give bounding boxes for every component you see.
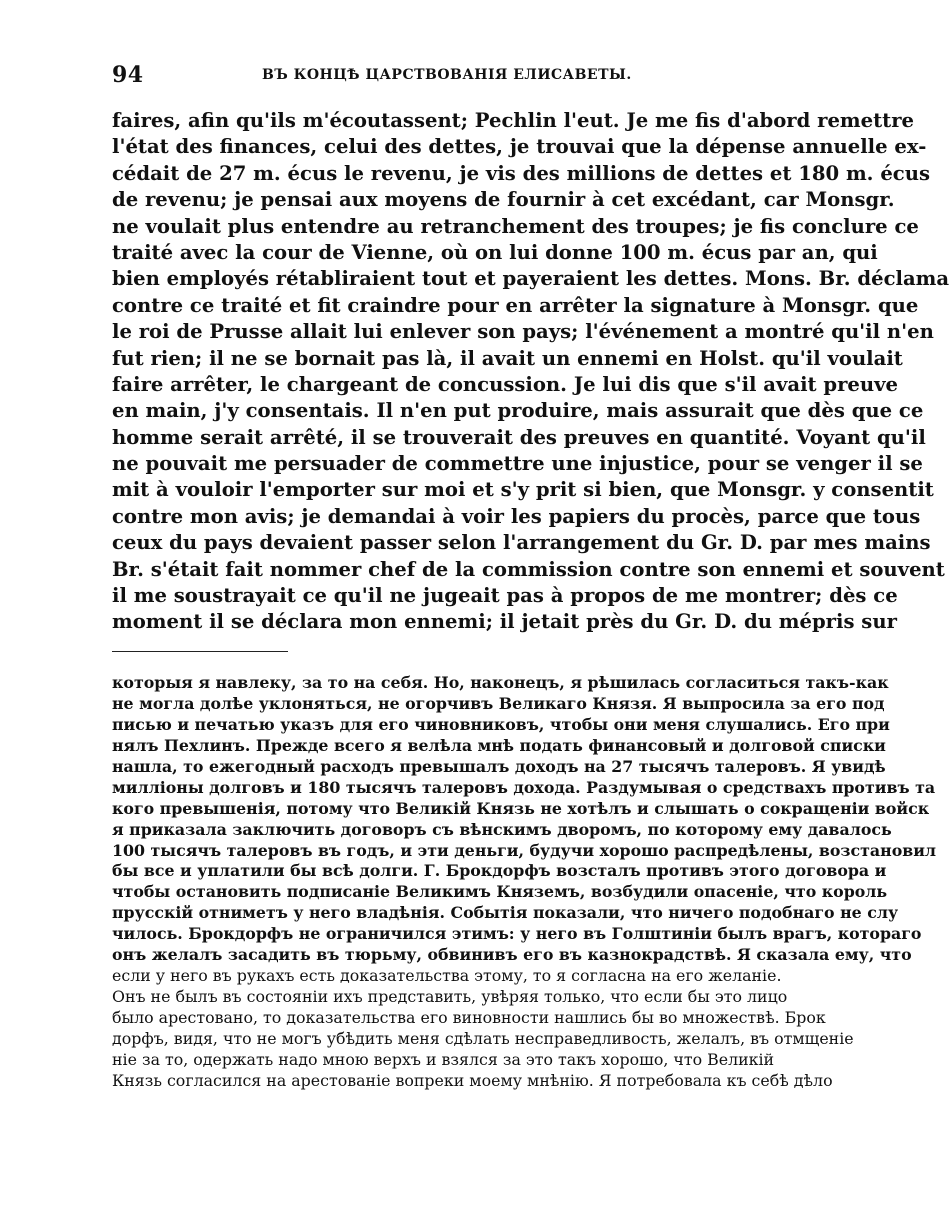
footnote-line: если у него въ рукахъ есть доказательства этому, то я согласна на его желаніе. (112, 966, 782, 986)
text-line: cédait de 27 m. écus le revenu, je vis des millions de dettes et 180 m. écus (112, 161, 930, 185)
footnote-line: милліоны долговъ и 180 тысячъ талеровъ дохода. Раздумывая о средствахъ противъ та (112, 777, 936, 797)
text-line: il me soustrayait ce qu'il ne jugeait pas à propos de me montrer; dès ce (112, 584, 898, 608)
text-line: mit à vouloir l'emporter sur moi et s'y prit si bien, que Monsgr. y consentit (112, 478, 934, 502)
footnote-line: кого превышенія, потому что Великій Князь не хотѣлъ и слышать о сокращеніи войск (112, 798, 930, 818)
footnote-line: чтобы остановить подписаніе Великимъ Княземъ, возбудили опасеніе, что король (112, 882, 888, 902)
text-line: en main, j'y consentais. Il n'en put produire, mais assurait que dès que ce (112, 399, 924, 423)
text-line: contre ce traité et fit craindre pour en arrêter la signature à Monsgr. que (112, 293, 919, 317)
text-line: Br. s'était fait nommer chef de la commission contre son ennemi et souvent (112, 557, 945, 581)
text-line: ne voulait plus entendre au retranchement des troupes; je fis conclure ce (112, 214, 919, 238)
page-header (112, 62, 728, 92)
footnote-line: чилось. Брокдорфъ не ограничился этимъ: у него въ Голштиніи былъ врагъ, котораго (112, 924, 922, 944)
footnote-line: нялъ Пехлинъ. Прежде всего я велѣла мнѣ подать финансовый и долговой списки (112, 735, 886, 755)
page-number: 94 (112, 62, 144, 88)
text-line: ceux du pays devaient passer selon l'arrangement du Gr. D. par mes mains (112, 531, 931, 555)
text-line: faires, afin qu'ils m'écoutassent; Pechlin l'eut. Je me fis d'abord remettre (112, 109, 915, 132)
footnote-line: Онъ не былъ въ состояніи ихъ представить, увѣряя только, что если бы это лицо (112, 987, 788, 1007)
text-line: faire arrêter, le chargeant de concussion. Je lui dis que s'il avait preuve (112, 372, 898, 396)
text-line: l'état des finances, celui des dettes, je trouvai que la dépense annuelle ex- (112, 135, 927, 159)
text-line: bien employés rétabliraient tout et payeraient les dettes. Mons. Br. déclama (112, 267, 949, 291)
footnote-divider (112, 651, 288, 652)
text-line: contre mon avis; je demandai à voir les papiers du procès, parce que tous (112, 504, 921, 528)
footnote-line: писью и печатью указъ для его чиновниковъ, чтобы они меня слушались. Его при (112, 714, 890, 734)
main-text-french (112, 108, 949, 636)
text-line: moment il se déclara mon ennemi; il jetait près du Gr. D. du mépris sur (112, 610, 897, 634)
footnote-line: я приказала заключить договоръ съ вѣнскимъ дворомъ, по которому ему давалось (112, 819, 892, 839)
footnote-line: было арестовано, то доказательства его виновности нашлись бы во множествѣ. Брок (112, 1008, 826, 1027)
text-line: de revenu; je pensai aux moyens de fournir à cet excédant, car Monsgr. (112, 188, 895, 212)
footnote-line: нашла, то ежегодный расходъ превышалъ доходъ на 27 тысячъ талеровъ. Я увидѣ (112, 756, 886, 776)
text-line: traité avec la cour de Vienne, où on lui donne 100 m. écus par an, qui (112, 240, 878, 264)
footnote-line: которыя я навлеку, за то на себя. Но, наконецъ, я рѣшилась согласиться такъ-как (112, 673, 889, 692)
footnote-line: не могла долѣе уклоняться, не огорчивъ Великаго Князя. Я выпросила за его под (112, 693, 885, 713)
footnote-line: ніе за то, одержать надо мною верхъ и взялся за это такъ хорошо, что Великій (112, 1049, 775, 1069)
text-line: fut rien; il ne se bornait pas là, il avait un ennemi en Holst. qu'il voulait (112, 346, 903, 370)
footnote-line: бы все и уплатили бы всѣ долги. Г. Брокдорфъ возсталъ противъ этого договора и (112, 861, 887, 881)
text-line: ne pouvait me persuader de commettre une injustice, pour se venger il se (112, 452, 923, 476)
text-line: le roi de Prusse allait lui enlever son pays; l'événement a montré qu'il n'en (112, 320, 934, 344)
footnote-russian (112, 673, 937, 1092)
text-line: homme serait arrêté, il se trouverait des preuves en quantité. Voyant qu'il (112, 425, 926, 449)
footnote-line: онъ желалъ засадить въ тюрьму, обвинивъ его въ казнокрадствѣ. Я сказала ему, что (112, 945, 912, 965)
footnote-line: прусскій отниметъ у него владѣнія. Событія показали, что ничего подобнаго не слу (112, 903, 899, 923)
footnote-line: 100 тысячъ талеровъ въ годъ, и эти деньги, будучи хорошо распредѣлены, возстановил (112, 840, 937, 860)
running-head: ВЪ КОНЦѢ ЦАРСТВОВАНІЯ ЕЛИСАВЕТЫ. (262, 67, 632, 83)
footnote-line: Князь согласился на арестованіе вопреки моему мнѣнію. Я потребовала къ себѣ дѣло (112, 1070, 833, 1090)
footnote-line: дорфъ, видя, что не могъ убѣдить меня сдѣлать несправедливость, желалъ, въ отмщеніе (112, 1028, 854, 1048)
